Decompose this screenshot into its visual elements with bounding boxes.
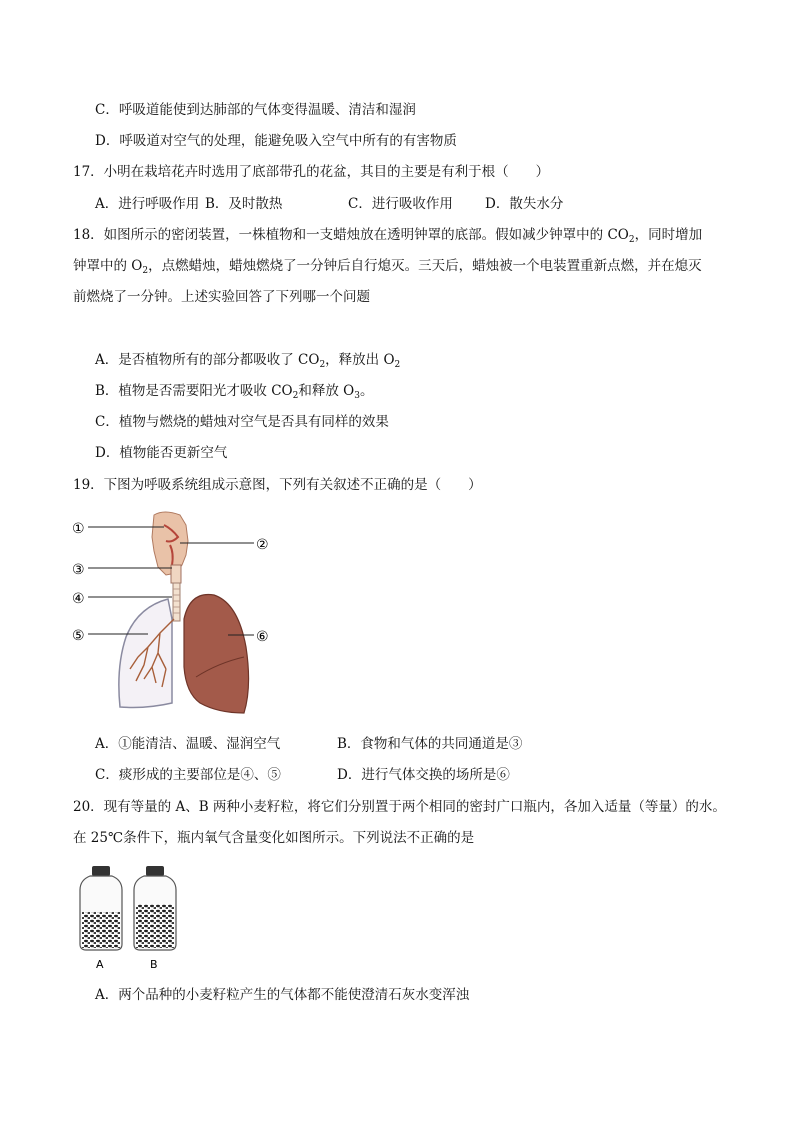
bottle-a-label: A: [96, 958, 104, 971]
q19-option-b: B．食物和气体的共同通道是③: [337, 736, 523, 752]
q18-option-a-text-2: ，释放出 O: [325, 352, 395, 368]
q17-option-b: B．及时散热: [205, 196, 283, 212]
diagram-label-1: ①: [72, 521, 85, 537]
q18-option-d: D．植物能否更新空气: [95, 445, 228, 461]
diagram-label-4: ④: [72, 591, 85, 607]
q18-option-a: [95, 350, 400, 370]
diagram-label-3: ③: [72, 562, 85, 578]
q18-option-a-text-1: A．是否植物所有的部分都吸收了 CO: [95, 352, 320, 368]
q18-stem-line1-text-b: ，同时增加: [634, 227, 703, 243]
q20-stem-line2: 在 25℃条件下，瓶内氧气含量变化如图所示。下列说法不正确的是: [73, 830, 475, 846]
q17-option-c: C．进行吸收作用: [348, 196, 453, 212]
subscript-2: 2: [628, 235, 635, 245]
subscript-2: 2: [292, 391, 299, 401]
q16-option-d: D．呼吸道对空气的处理，能避免吸入空气中所有的有害物质: [95, 133, 457, 149]
bottle-b: [134, 866, 176, 950]
q17-stem: 17．小明在栽培花卉时选用了底部带孔的花盆，其目的主要是有利于根（ ）: [73, 164, 550, 180]
q18-option-b-text-1: B．植物是否需要阳光才吸收 CO: [95, 383, 293, 399]
right-lung: [184, 595, 249, 714]
q20-option-a: A．两个品种的小麦籽粒产生的气体都不能使澄清石灰水变浑浊: [95, 987, 470, 1003]
q18-option-c: C．植物与燃烧的蜡烛对空气是否具有同样的效果: [95, 414, 389, 430]
respiratory-system-diagram: [68, 507, 288, 722]
q18-stem-line1-text-a: 18．如图所示的密闭装置，一株植物和一支蜡烛放在透明钟罩的底部。假如减少钟罩中的 CO: [73, 227, 629, 243]
q18-stem-line2: [73, 256, 702, 276]
bottle-a: [80, 866, 122, 950]
q19-option-a: A．①能清洁、温暖、湿润空气: [95, 736, 281, 752]
q19-stem: 19．下图为呼吸系统组成示意图，下列有关叙述不正确的是（ ）: [73, 477, 482, 493]
q20-stem-line1: 20．现有等量的 A、B 两种小麦籽粒，将它们分别置于两个相同的密封广口瓶内，各加入适量（等量）的水。: [73, 799, 726, 815]
left-lung: [119, 599, 172, 708]
q19-option-c: C．痰形成的主要部位是④、⑤: [95, 767, 281, 783]
bottle-b-label: B: [150, 958, 158, 971]
subscript-2: 2: [394, 360, 401, 370]
q18-stem-line2-text-a: 钟罩中的 O: [73, 258, 143, 274]
q18-stem-line3: 前燃烧了一分钟。上述实验回答了下列哪一个问题: [73, 289, 370, 305]
subscript-2: 2: [319, 360, 326, 370]
q19-option-d: D．进行气体交换的场所是⑥: [337, 767, 510, 783]
subscript-2: 2: [142, 266, 149, 276]
diagram-label-2: ②: [256, 537, 269, 553]
wheat-seed-bottles-figure: [78, 864, 188, 974]
q18-option-b-text-2: 和释放 O: [298, 383, 355, 399]
q17-option-a: A．进行呼吸作用: [95, 196, 200, 212]
diagram-label-5: ⑤: [72, 628, 85, 644]
q18-stem-line2-text-b: ，点燃蜡烛，蜡烛燃烧了一分钟后自行熄灭。三天后，蜡烛被一个电装置重新点燃，并在熄灭: [148, 258, 702, 274]
larynx: [171, 565, 181, 583]
diagram-label-6: ⑥: [256, 629, 269, 645]
q16-option-c: C．呼吸道能使到达肺部的气体变得温暖、清洁和湿润: [95, 102, 416, 118]
subscript-3: 3: [354, 391, 360, 401]
q18-option-b-text-3: 。: [359, 383, 374, 399]
q18-stem-line1: [73, 225, 702, 245]
q18-option-b: [95, 381, 373, 401]
q17-option-d: D．散失水分: [485, 196, 564, 212]
